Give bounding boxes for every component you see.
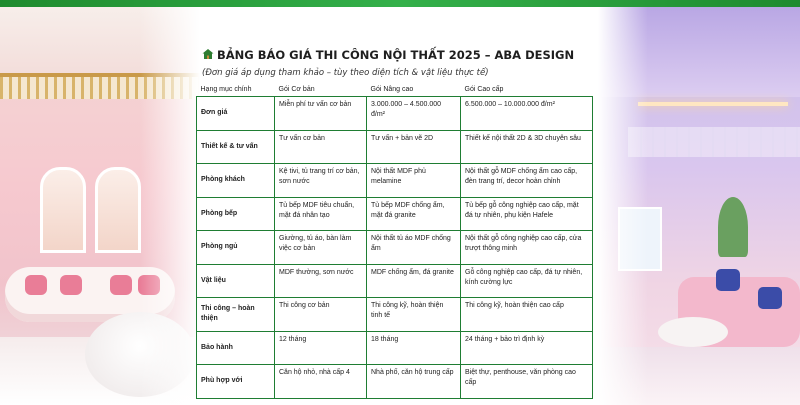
arched-window [40,167,86,253]
premium-cell: Thiết kế nội thất 2D & 3D chuyên sâu [461,130,593,164]
price-table [196,82,593,399]
premium-cell: 6.500.000 – 10.000.000 đ/m² [461,97,593,131]
table-header-row [197,82,593,97]
advanced-cell: Tủ bếp MDF chống ẩm, mặt đá granite [367,197,461,231]
table-row [197,365,593,399]
basic-cell: Giường, tủ áo, bàn làm việc cơ bản [275,231,367,265]
row-category: Phòng bếp [197,197,275,231]
basic-cell: Tủ bếp MDF tiêu chuẩn, mặt đá nhân tạo [275,197,367,231]
cushion [758,287,782,309]
row-category: Phòng ngủ [197,231,275,265]
title-text: BẢNG BÁO GIÁ THI CÔNG NỘI THẤT 2025 – ABA DESIGN [217,48,575,62]
arched-window [95,167,141,253]
top-accent-bar [0,0,800,7]
left-photo-fade [140,7,200,405]
page-subtitle: (Đơn giá áp dụng tham khảo – tùy theo diện tích & vật liệu thực tế) [202,68,489,78]
table-row [197,197,593,231]
row-category: Thi công – hoàn thiện [197,298,275,332]
basic-cell: Tư vấn cơ bản [275,130,367,164]
advanced-cell: 3.000.000 – 4.500.000 đ/m² [367,97,461,131]
premium-cell: Thi công kỹ, hoàn thiện cao cấp [461,298,593,332]
cushion [60,275,82,295]
row-category: Phù hợp với [197,365,275,399]
table-row [197,97,593,131]
advanced-cell: MDF chống ẩm, đá granite [367,264,461,298]
table-row [197,164,593,198]
basic-cell: Miễn phí tư vấn cơ bản [275,97,367,131]
right-photo-fade [598,7,648,405]
advanced-cell: Nội thất MDF phủ melamine [367,164,461,198]
basic-cell: 12 tháng [275,331,367,365]
table-row [197,331,593,365]
table-row [197,264,593,298]
header-premium: Gói Cao cấp [464,85,504,93]
advanced-cell: Nội thất tủ áo MDF chống ẩm [367,231,461,265]
advanced-cell: Nhà phố, căn hộ trung cấp [367,365,461,399]
row-category: Đơn giá [197,97,275,131]
premium-cell: Biệt thự, penthouse, văn phòng cao cấp [461,365,593,399]
table-row [197,298,593,332]
advanced-cell: Thi công kỹ, hoàn thiện tinh tế [367,298,461,332]
row-category: Phòng khách [197,164,275,198]
basic-cell: MDF thường, sơn nước [275,264,367,298]
plant [718,197,748,257]
cushion [716,269,740,291]
basic-cell: Căn hộ nhỏ, nhà cấp 4 [275,365,367,399]
header-advanced: Gói Nâng cao [370,85,414,93]
header-basic: Gói Cơ bản [278,85,315,93]
premium-cell: Tủ bếp gỗ công nghiệp cao cấp, mặt đá tự nhiên, phụ kiện Hafele [461,197,593,231]
header-category: Hạng mục chính [200,85,252,93]
cushion [110,275,132,295]
coffee-table [658,317,728,347]
basic-cell: Thi công cơ bản [275,298,367,332]
ceiling-light-strip [638,102,788,106]
table-row [197,130,593,164]
page-title [202,48,574,62]
premium-cell: Nội thất gỗ công nghiệp cao cấp, cửa trượt thông minh [461,231,593,265]
cushion [25,275,47,295]
premium-cell: Nội thất gỗ MDF chống ẩm cao cấp, đèn trang trí, decor hoàn chỉnh [461,164,593,198]
row-category: Vật liệu [197,264,275,298]
advanced-cell: Tư vấn + bản vẽ 2D [367,130,461,164]
glass-railing [628,127,800,157]
premium-cell: Gỗ công nghiệp cao cấp, đá tự nhiên, kính cường lực [461,264,593,298]
advanced-cell: 18 tháng [367,331,461,365]
row-category: Thiết kế & tư vấn [197,130,275,164]
basic-cell: Kệ tivi, tủ trang trí cơ bản, sơn nước [275,164,367,198]
row-category: Bảo hành [197,331,275,365]
house-icon [202,48,214,60]
premium-cell: 24 tháng + bảo trì định kỳ [461,331,593,365]
table-row [197,231,593,265]
